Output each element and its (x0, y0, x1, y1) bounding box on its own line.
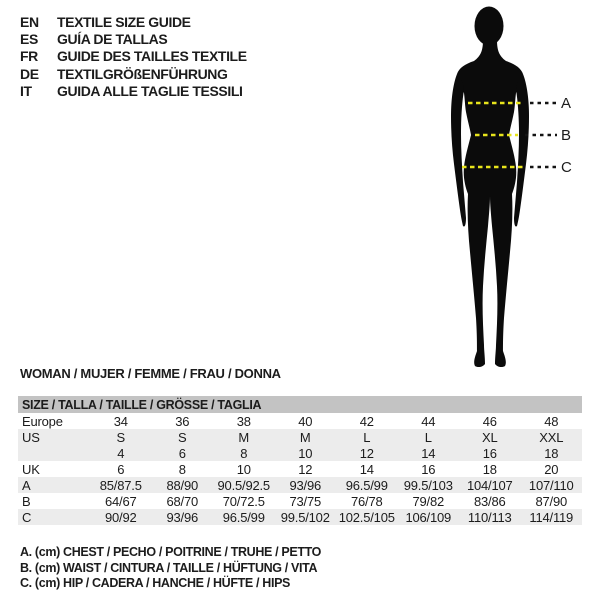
size-value-cell: 70/72.5 (222, 493, 265, 509)
size-value-cell: 16 (421, 461, 436, 477)
size-value-cell: 16 (482, 445, 497, 461)
size-value-cell: XXL (539, 429, 564, 445)
size-value-cell: 96.5/99 (345, 477, 388, 493)
row-label: C (22, 509, 32, 525)
size-value-cell: M (238, 429, 250, 445)
size-table-body (18, 413, 582, 525)
size-value-cell: XL (481, 429, 498, 445)
size-value-cell: 34 (113, 413, 128, 429)
language-code: EN (20, 13, 39, 30)
language-title: TEXTILE SIZE GUIDE (57, 13, 191, 30)
language-code: FR (20, 48, 38, 65)
size-value-cell: 104/107 (466, 477, 513, 493)
size-value-cell: 8 (178, 461, 186, 477)
size-value-cell: 44 (421, 413, 436, 429)
size-value-cell: 110/113 (467, 509, 512, 525)
size-value-cell: 38 (236, 413, 251, 429)
legend-line-waist: B. (cm) WAIST / CINTURA / TAILLE / HÜFTUNG / VITA (20, 560, 318, 575)
marker-label-chest: A (561, 95, 572, 112)
language-row-it (20, 82, 247, 99)
section-title-woman: WOMAN / MUJER / FEMME / FRAU / DONNA (20, 366, 281, 381)
size-value-cell: 96.5/99 (222, 509, 265, 525)
row-label: B (22, 493, 31, 509)
size-value-cell: 6 (117, 461, 125, 477)
size-value-cell: 99.5/103 (403, 477, 453, 493)
size-table-row-europe (18, 413, 582, 429)
size-value-cell: 106/109 (405, 509, 452, 525)
size-value-cell: 88/90 (166, 477, 199, 493)
row-label: US (22, 429, 40, 445)
size-value-cell: 93/96 (289, 477, 322, 493)
measurement-legend (20, 545, 321, 592)
size-value-cell: 40 (298, 413, 313, 429)
row-label: Europe (22, 413, 63, 429)
size-value-cell: 90.5/92.5 (217, 477, 270, 493)
size-table-row-c (18, 509, 582, 525)
language-title: TEXTILGRÖßENFÜHRUNG (57, 65, 228, 82)
size-value-cell: L (424, 429, 432, 445)
size-table-row-a (18, 477, 582, 493)
size-value-cell: 90/92 (104, 509, 137, 525)
language-list (20, 13, 247, 99)
size-value-cell: 87/90 (535, 493, 568, 509)
size-value-cell: 4 (117, 445, 125, 461)
size-value-cell: S (178, 429, 187, 445)
size-value-cell: 14 (359, 461, 374, 477)
size-value-cell: 10 (298, 445, 313, 461)
size-value-cell: 64/67 (104, 493, 137, 509)
marker-label-hip: C (561, 159, 572, 176)
language-row-es (20, 30, 247, 47)
size-value-cell: 12 (359, 445, 374, 461)
size-value-cell: 73/75 (289, 493, 322, 509)
language-row-fr (20, 48, 247, 65)
language-title: GUÍA DE TALLAS (57, 30, 168, 47)
woman-silhouette (451, 7, 529, 368)
size-value-cell: 46 (482, 413, 497, 429)
size-value-cell: 93/96 (166, 509, 199, 525)
size-value-cell: 76/78 (350, 493, 383, 509)
size-value-cell: 68/70 (166, 493, 199, 509)
size-table (18, 396, 582, 525)
size-value-cell: M (299, 429, 311, 445)
language-code: ES (20, 30, 38, 47)
size-value-cell: 107/110 (528, 477, 574, 493)
silhouette-body (457, 40, 523, 367)
size-value-cell: 83/86 (473, 493, 506, 509)
language-code: IT (20, 82, 32, 99)
size-value-cell: 79/82 (412, 493, 445, 509)
language-code: DE (20, 65, 39, 82)
language-title: GUIDA ALLE TAGLIE TESSILI (57, 82, 243, 99)
size-value-cell: 36 (175, 413, 190, 429)
size-value-cell: 20 (544, 461, 559, 477)
size-table-row-uk (18, 461, 582, 477)
size-value-cell: S (116, 429, 125, 445)
marker-label-waist: B (561, 127, 572, 144)
size-value-cell: L (363, 429, 371, 445)
size-table-row-b (18, 493, 582, 509)
language-row-en (20, 13, 247, 30)
size-value-cell: 18 (482, 461, 497, 477)
size-table-row-us (18, 429, 582, 445)
size-value-cell: 85/87.5 (99, 477, 142, 493)
silhouette-left-arm (451, 74, 466, 227)
silhouette-head (475, 7, 504, 46)
legend-line-chest: A. (cm) CHEST / PECHO / POITRINE / TRUHE / PETTO (20, 545, 322, 559)
size-value-cell: 102.5/105 (338, 509, 395, 525)
size-value-cell: 18 (544, 445, 559, 461)
size-table-header: SIZE / TALLA / TAILLE / GRÖSSE / TAGLIA (18, 396, 582, 413)
size-table-row-us-numeric (18, 445, 582, 461)
silhouette-right-arm (514, 74, 529, 227)
woman-silhouette-figure (430, 0, 580, 372)
language-title: GUIDE DES TAILLES TEXTILE (57, 48, 247, 65)
size-value-cell: 6 (178, 445, 186, 461)
size-value-cell: 14 (421, 445, 436, 461)
size-value-cell: 114/119 (529, 509, 574, 525)
row-label: UK (22, 461, 40, 477)
language-row-de (20, 65, 247, 82)
size-value-cell: 99.5/102 (280, 509, 330, 525)
size-value-cell: 12 (298, 461, 313, 477)
size-value-cell: 10 (236, 461, 251, 477)
legend-line-hip: C. (cm) HIP / CADERA / HANCHE / HÜFTE / HIPS (20, 576, 291, 591)
size-value-cell: 42 (359, 413, 374, 429)
size-value-cell: 8 (240, 445, 248, 461)
size-value-cell: 48 (544, 413, 559, 429)
row-label: A (22, 477, 31, 493)
